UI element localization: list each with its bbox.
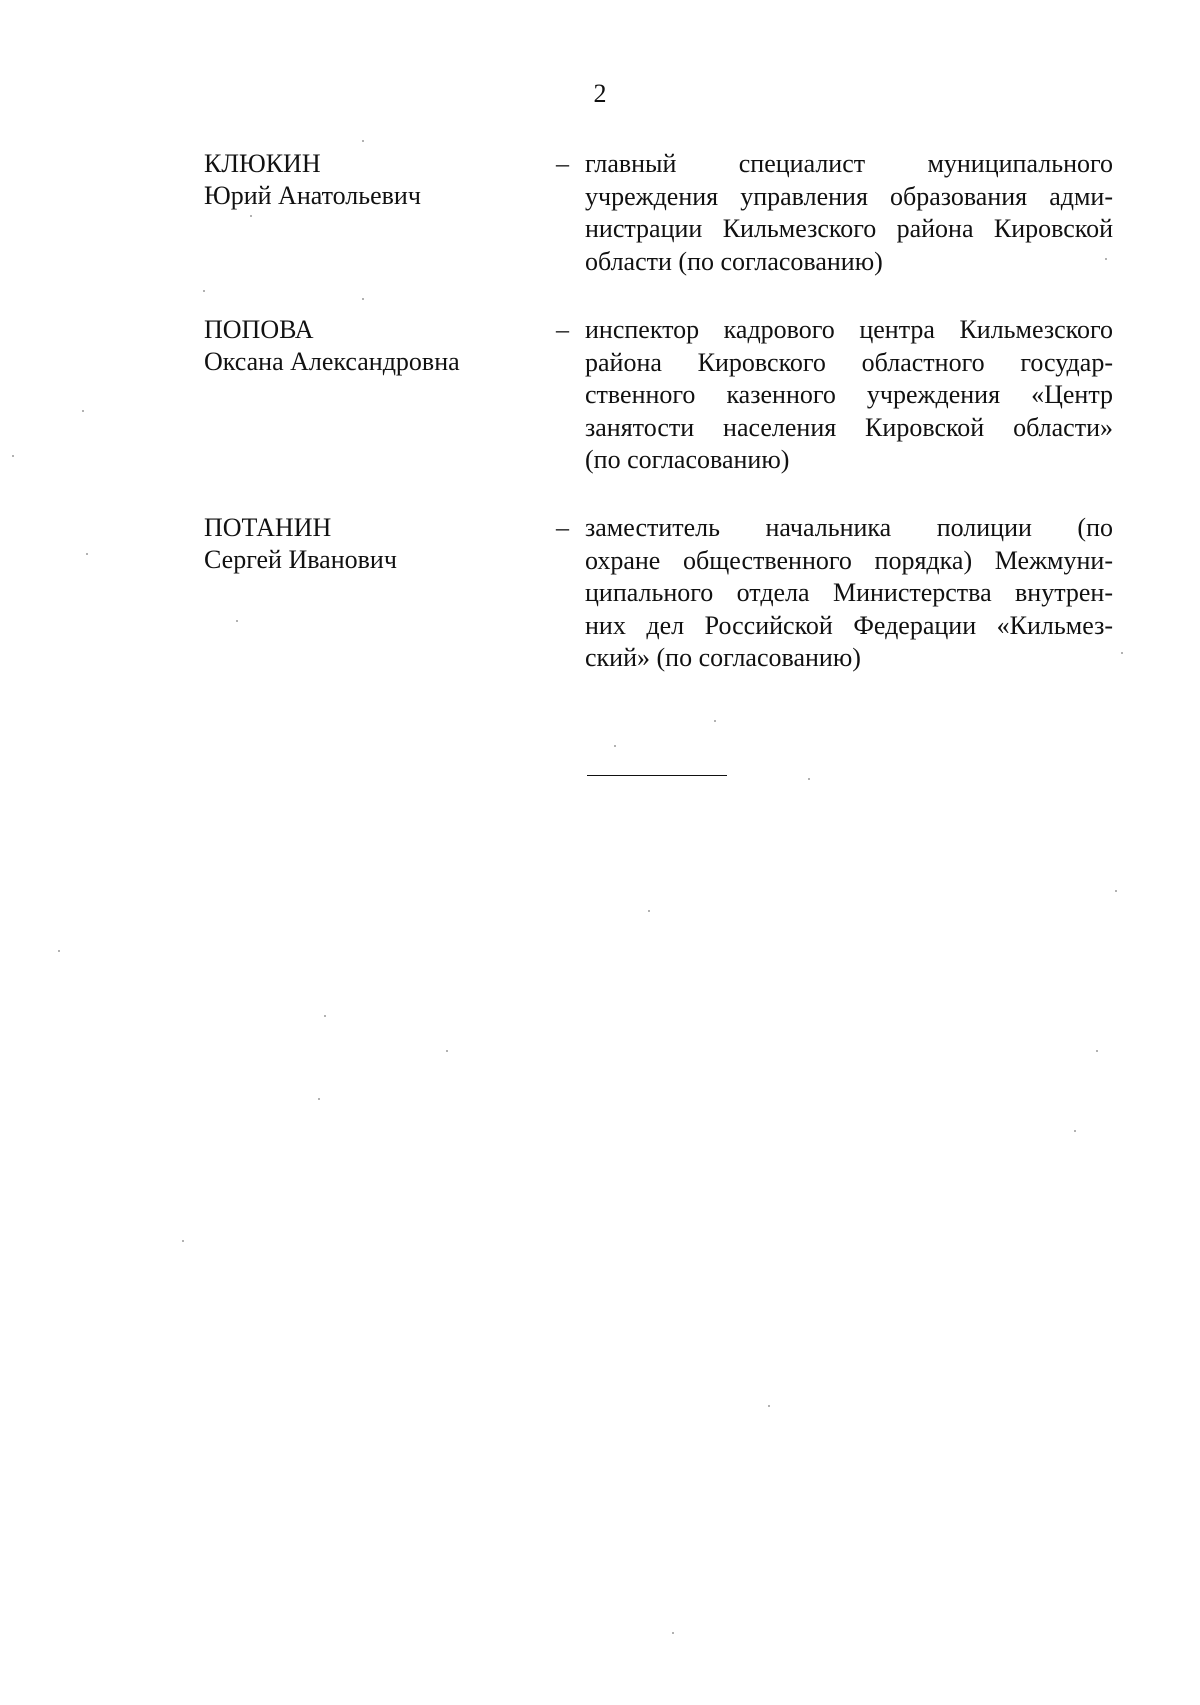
dash-separator: – bbox=[556, 315, 569, 344]
scan-speck bbox=[1105, 258, 1107, 260]
role-line: ственного казенного учреждения «Центр bbox=[585, 380, 1113, 409]
member-given-names: Сергей Иванович bbox=[204, 545, 397, 574]
member-surname: ПОТАНИН bbox=[204, 513, 332, 542]
member-role bbox=[585, 314, 1113, 477]
member-given-names: Оксана Александровна bbox=[204, 347, 460, 376]
end-of-list-rule bbox=[587, 775, 727, 776]
scan-speck bbox=[672, 1632, 674, 1634]
dash-separator: – bbox=[556, 513, 569, 542]
role-line: (по согласованию) bbox=[585, 445, 790, 474]
member-name bbox=[204, 512, 524, 576]
role-line: ципального отдела Министерства внутрен- bbox=[585, 578, 1113, 607]
role-line: них дел Российской Федерации «Кильмез- bbox=[585, 610, 1113, 640]
scan-speck bbox=[362, 140, 364, 142]
scan-speck bbox=[1121, 652, 1123, 654]
role-line: области (по согласованию) bbox=[585, 246, 883, 276]
scan-speck bbox=[12, 455, 14, 457]
role-line: инспектор кадрового центра Кильмезского bbox=[585, 315, 1113, 344]
scan-speck bbox=[324, 1015, 326, 1017]
scan-speck bbox=[82, 410, 84, 412]
page-number: 2 bbox=[593, 79, 607, 108]
role-line: района Кировского областного государ- bbox=[585, 347, 1113, 377]
member-name bbox=[204, 314, 524, 378]
scan-speck bbox=[446, 1050, 448, 1052]
role-line: ский» (по согласованию) bbox=[585, 643, 861, 672]
scan-speck bbox=[1074, 1130, 1076, 1132]
scan-speck bbox=[614, 745, 616, 747]
scan-speck bbox=[648, 910, 650, 912]
scan-speck bbox=[362, 298, 364, 300]
scan-speck bbox=[1115, 890, 1117, 892]
scan-speck bbox=[768, 1405, 770, 1407]
member-role bbox=[585, 512, 1113, 675]
member-role bbox=[585, 148, 1113, 278]
scan-speck bbox=[250, 215, 252, 217]
scan-speck bbox=[236, 620, 238, 622]
scan-speck bbox=[714, 720, 716, 722]
role-line: нистрации Кильмезского района Кировской bbox=[585, 214, 1113, 243]
member-name bbox=[204, 148, 524, 212]
role-line: главный специалист муниципального bbox=[585, 149, 1113, 178]
scan-speck bbox=[318, 1098, 320, 1100]
role-line: заместитель начальника полиции (по bbox=[585, 513, 1113, 542]
scan-speck bbox=[808, 778, 810, 780]
dash-separator: – bbox=[556, 149, 569, 178]
role-line: занятости населения Кировской области» bbox=[585, 412, 1113, 442]
scan-speck bbox=[86, 553, 88, 555]
member-surname: ПОПОВА bbox=[204, 315, 314, 344]
member-surname: КЛЮКИН bbox=[204, 149, 321, 178]
scan-speck bbox=[58, 950, 60, 952]
member-given-names: Юрий Анатольевич bbox=[204, 181, 421, 210]
role-line: учреждения управления образования адми- bbox=[585, 181, 1113, 211]
scan-speck bbox=[1096, 1050, 1098, 1052]
role-line: охране общественного порядка) Межмуни- bbox=[585, 545, 1113, 575]
scan-speck bbox=[203, 290, 205, 292]
scan-speck bbox=[182, 1240, 184, 1242]
